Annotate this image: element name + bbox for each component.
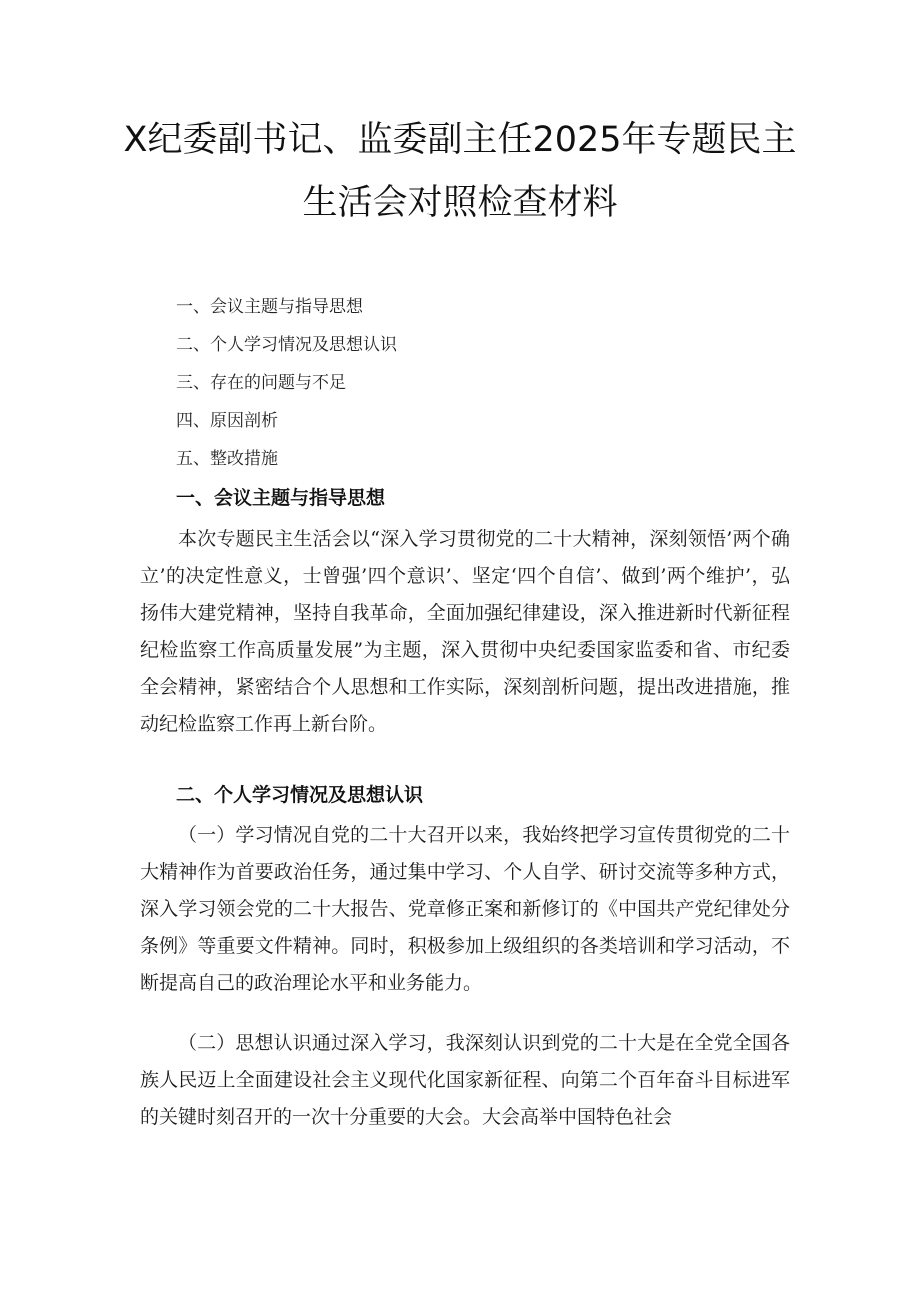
toc-item-3: 三、存在的问题与不足 bbox=[176, 373, 346, 393]
section-1-heading: 一、会议主题与指导思想 bbox=[176, 487, 386, 509]
section-2-paragraph-1: （一）学习情况自党的二十大召开以来，我始终把学习宣传贯彻党的二十大精神作为首要政治任务，通过集中学习、个人自学、研讨交流等多种方式，深入学习领会党的二十大报告、党章修正案和新修订的《中国共产党纪律处分条例》等重要文件精神。同时，积极参加上级组织的各类培训和学习活动，不断提高自己的政治理论水平和业务能力。 bbox=[140, 824, 790, 994]
table-of-contents bbox=[176, 292, 397, 482]
document-title-line-2: 生活会对照检查材料 bbox=[302, 183, 618, 223]
toc-item-4: 四、原因剖析 bbox=[176, 411, 278, 431]
toc-item-2: 二、个人学习情况及思想认识 bbox=[176, 335, 397, 355]
section-2-heading: 二、个人学习情况及思想认识 bbox=[176, 784, 424, 806]
toc-item-1: 一、会议主题与指导思想 bbox=[176, 297, 363, 317]
section-2-paragraph-2: （二）思想认识通过深入学习，我深刻认识到党的二十大是在全党全国各族人民迈上全面建设社会主义现代化国家新征程、向第二个百年奋斗目标进军的关键时刻召开的一次十分重要的大会。大会高举中国特色社会 bbox=[140, 1032, 790, 1128]
toc-item-5: 五、整改措施 bbox=[176, 449, 278, 469]
document-title-line-1: X纪委副书记、监委副主任2025年专题民主 bbox=[123, 120, 797, 160]
section-1-paragraph: 本次专题民主生活会以“深入学习贯彻党的二十大精神，深刻领悟’两个确立’的决定性意义，士曾强’四个意识’、坚定‘四个自信’、做到’两个维护’，弘扬伟大建党精神，坚持自我革命，全面加强纪律建设，深入推进新时代新征程纪检监察工作高质量发展”为主题，深入贯彻中央纪委国家监委和省、市纪委全会精神，紧密结合个人思想和工作实际，深刻剖析问题，提出改进措施，推动纪检监察工作再上新台阶。 bbox=[140, 528, 790, 735]
